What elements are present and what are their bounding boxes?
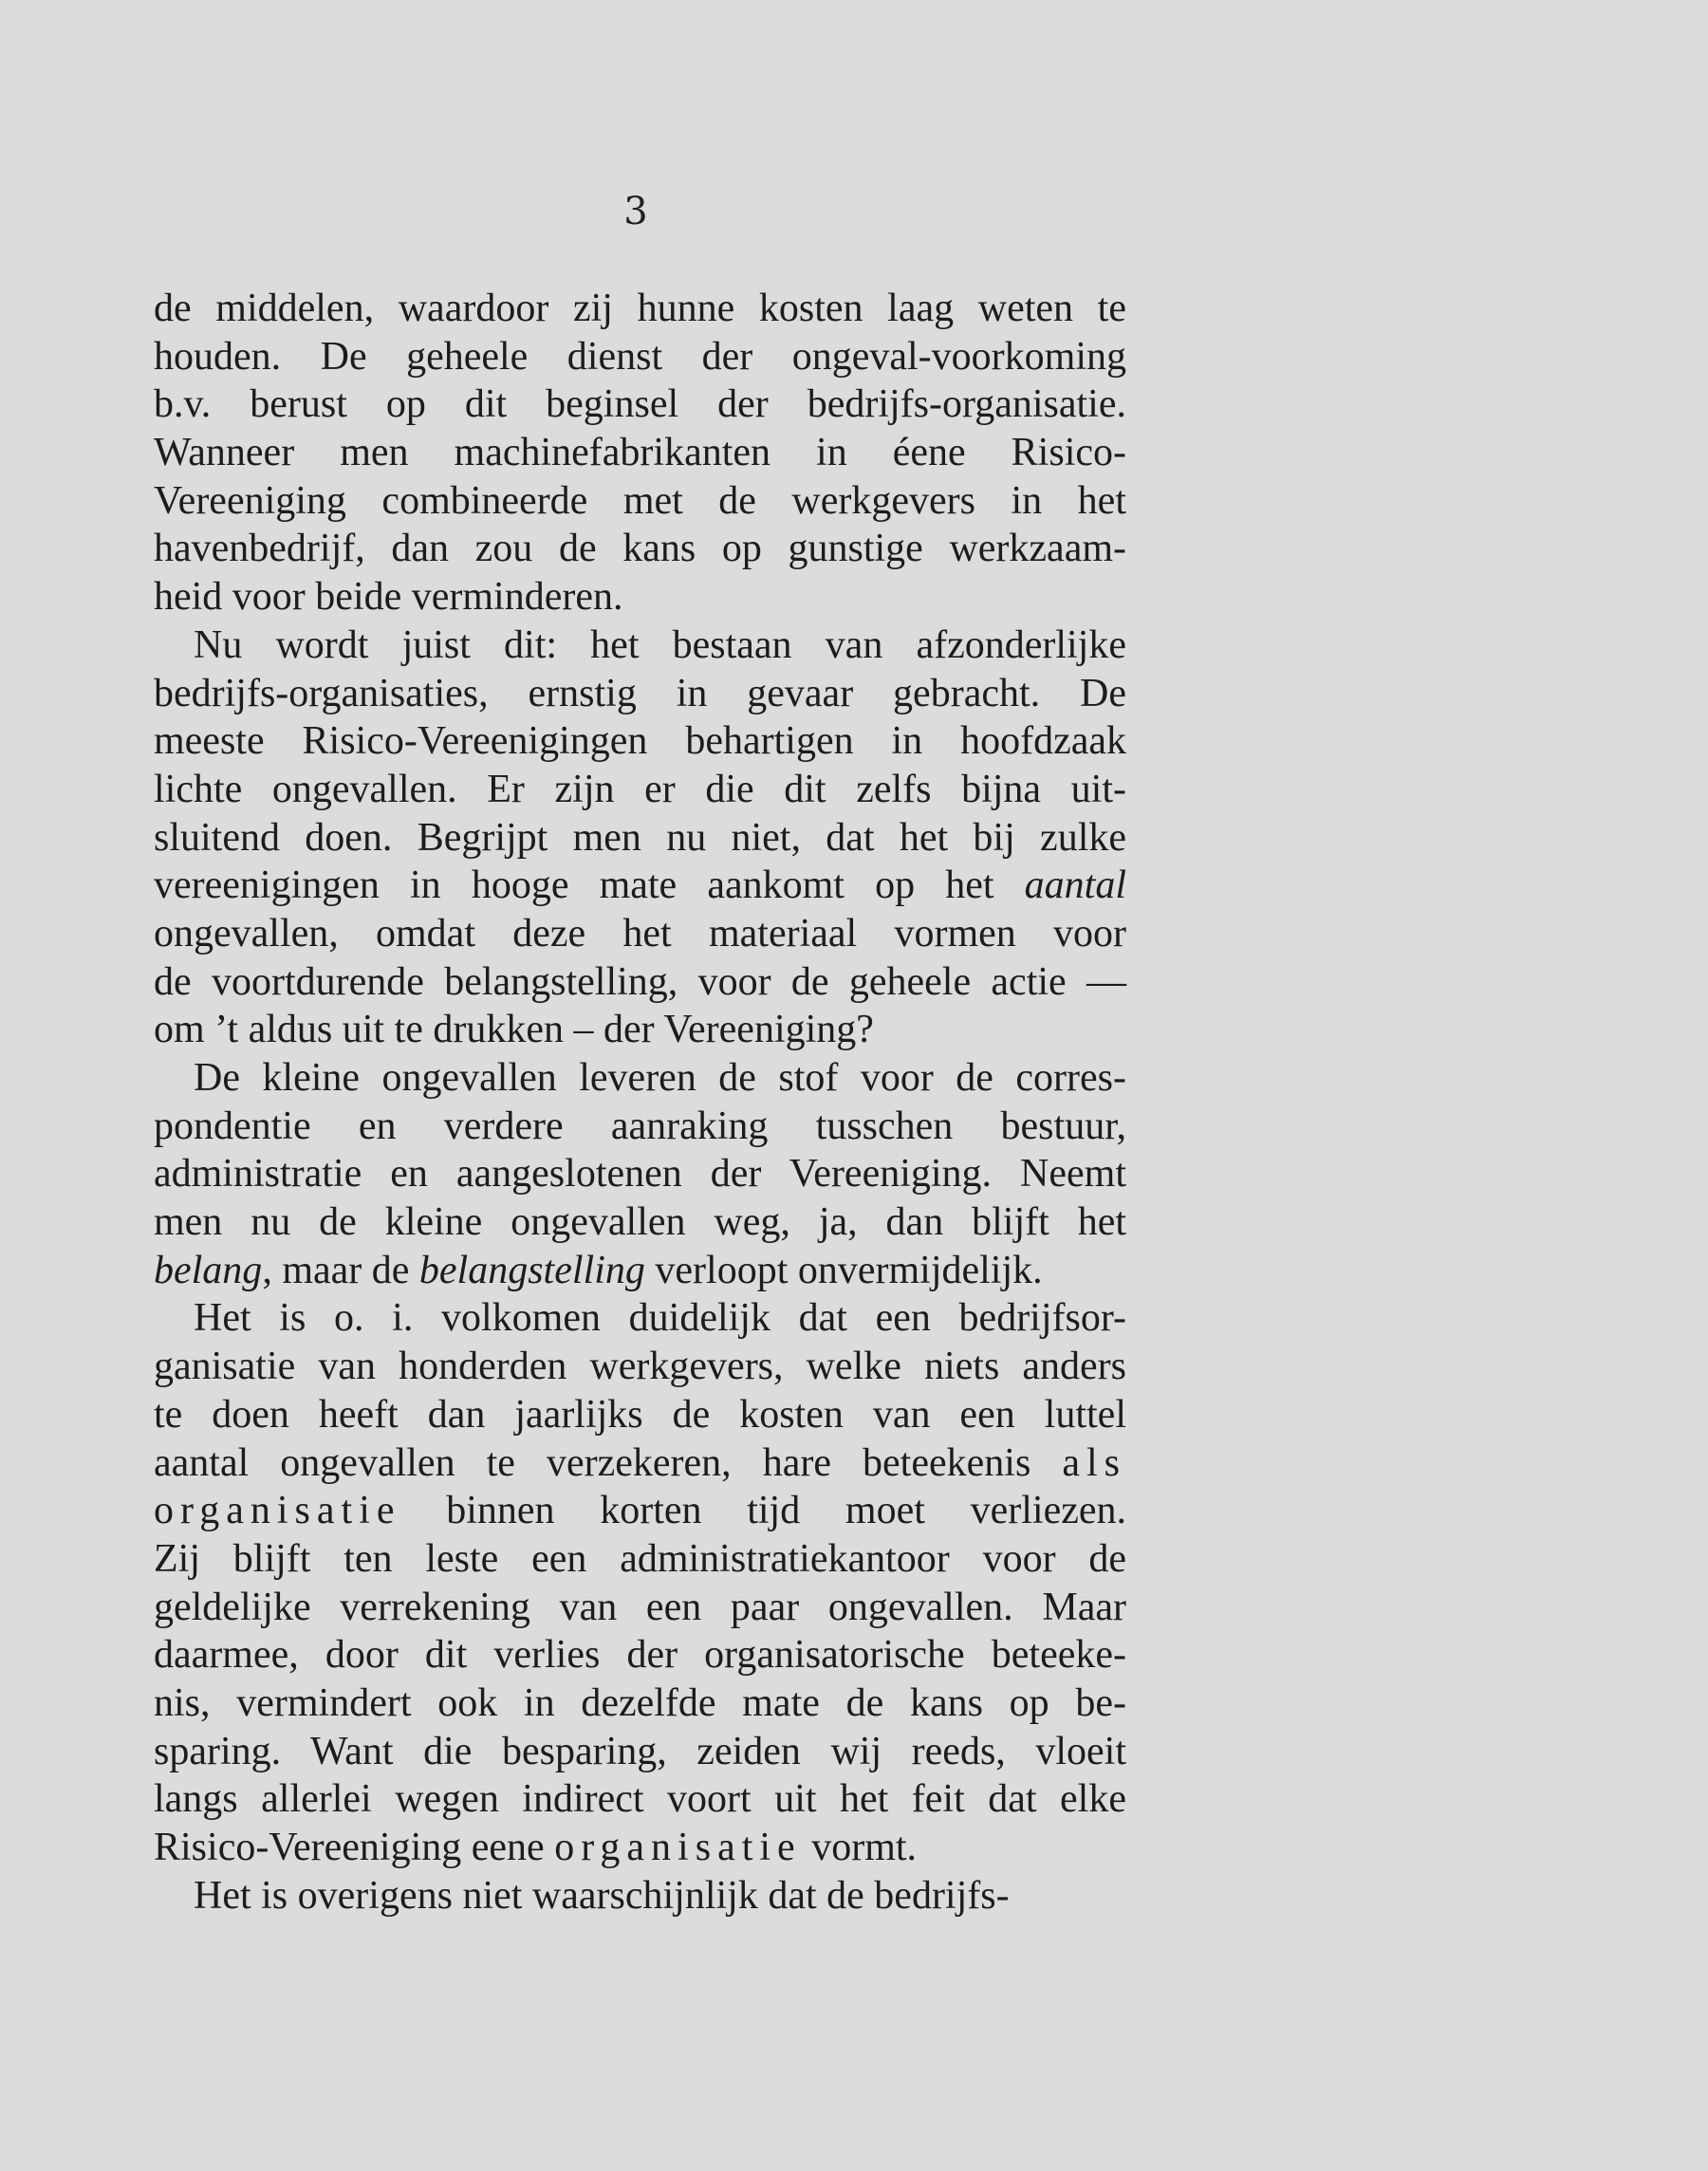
text-segment: meeste Risico-Vereenigingen behartigen in hoofdzaak <box>154 719 1126 764</box>
text-segment: de middelen, waardoor zij hunne kosten laag weten te <box>154 287 1126 330</box>
text-line <box>154 1103 1126 1151</box>
italic-text: aantal <box>1024 863 1126 908</box>
text-segment: men nu de kleine ongevallen weg, ja, dan blijft het <box>154 1200 1126 1245</box>
text-segment: Zij blijft ten leste een administratiekantoor voor de <box>154 1536 1126 1581</box>
text-segment: De kleine ongevallen leveren de stof voor de corres- <box>194 1056 1126 1100</box>
spaced-text: organisatie <box>154 1489 401 1533</box>
text-line <box>154 477 1126 526</box>
text-segment: b.v. berust op dit beginsel der bedrijfs-organisatie. <box>154 382 1126 427</box>
text-line <box>154 1198 1126 1247</box>
text-segment: vereenigingen in hooge mate aankomt op het <box>154 863 1025 908</box>
page-number: 3 <box>623 190 648 233</box>
text-segment: pondentie en verdere aanraking tusschen bestuur, <box>154 1104 1126 1148</box>
text-segment: administratie en aangeslotenen der Vereeniging. Neemt <box>154 1152 1126 1197</box>
text-line <box>154 1294 1126 1343</box>
text-line <box>154 1150 1126 1198</box>
text-line <box>154 380 1126 429</box>
text-line <box>154 1584 1126 1632</box>
text-line <box>154 622 1126 670</box>
text-line <box>154 717 1126 766</box>
text-segment: , maar de <box>262 1248 419 1292</box>
text-line <box>154 429 1126 477</box>
text-segment: aantal ongevallen te verzekeren, hare beteekenis <box>154 1440 1063 1485</box>
text-line <box>154 1487 1126 1535</box>
text-segment: vormt. <box>801 1826 918 1869</box>
text-segment: te doen heeft dan jaarlijks de kosten van een luttel <box>154 1392 1126 1437</box>
text-segment: geldelijke verrekening van een paar ongevallen. Maar <box>154 1585 1126 1629</box>
text-segment: Risico-Vereeniging eene <box>154 1826 555 1869</box>
text-segment: sluitend doen. Begrijpt men nu niet, dat het bij zulke <box>154 815 1126 860</box>
text-segment: Het is o. i. volkomen duidelijk dat een bedrijfsor- <box>194 1296 1126 1341</box>
text-line <box>154 1775 1126 1824</box>
text-segment: Vereeniging combineerde met de werkgevers in het <box>154 478 1126 523</box>
text-segment: bedrijfs-organisaties, ernstig in gevaar gebracht. De <box>154 671 1126 715</box>
text-line <box>154 1535 1126 1584</box>
text-line <box>154 862 1126 910</box>
text-line <box>154 1247 1126 1295</box>
italic-text: belangstelling <box>418 1248 645 1292</box>
text-line <box>154 1439 1126 1488</box>
text-line <box>154 670 1126 718</box>
text-line <box>154 285 1126 333</box>
text-segment: ongevallen, omdat deze het materiaal vormen voor <box>154 911 1126 956</box>
text-segment: langs allerlei wegen indirect voort uit het feit dat elke <box>154 1777 1126 1822</box>
text-line <box>154 333 1126 381</box>
text-segment: daarmee, door dit verlies der organisatorische beteeke- <box>154 1633 1126 1678</box>
text-segment: lichte ongevallen. Er zijn er die dit zelfs bijna uit- <box>154 767 1126 811</box>
text-segment: om ’t aldus uit te drukken – der Vereeniging? <box>154 1008 874 1052</box>
body-text <box>154 285 1126 1920</box>
text-line <box>154 1824 1126 1872</box>
text-segment: nis, vermindert ook in dezelfde mate de kans op be- <box>154 1680 1126 1725</box>
spaced-text: als <box>1062 1440 1126 1485</box>
text-segment: Wanneer men machinefabrikanten in éene Risico- <box>154 431 1126 475</box>
text-segment: verloopt onvermijdelijk. <box>644 1248 1043 1292</box>
text-line <box>154 1006 1126 1054</box>
italic-text: belang <box>154 1248 263 1292</box>
text-line <box>154 1631 1126 1679</box>
text-segment: sparing. Want die besparing, zeiden wij reeds, vloeit <box>154 1729 1126 1773</box>
text-line <box>154 525 1126 573</box>
text-line <box>154 958 1126 1007</box>
text-line <box>154 1872 1126 1920</box>
text-segment: heid voor beide verminderen. <box>154 575 623 620</box>
text-line <box>154 814 1126 863</box>
text-segment: ganisatie van honderden werkgevers, welke niets anders <box>154 1345 1126 1389</box>
spaced-text: organisatie <box>554 1826 802 1869</box>
text-line <box>154 573 1126 622</box>
text-line <box>154 1391 1126 1439</box>
text-line <box>154 1679 1126 1728</box>
text-segment: de voortdurende belangstelling, voor de geheele actie — <box>154 959 1126 1004</box>
text-segment: havenbedrijf, dan zou de kans op gunstige werkzaam- <box>154 527 1126 571</box>
text-line <box>154 910 1126 958</box>
text-segment: Het is overigens niet waarschijnlijk dat de bedrijfs- <box>194 1873 1010 1918</box>
text-segment: houden. De geheele dienst der ongeval-voorkoming <box>154 334 1126 379</box>
text-line <box>154 1728 1126 1776</box>
text-line <box>154 766 1126 814</box>
text-segment: Nu wordt juist dit: het bestaan van afzonderlijke <box>194 622 1126 667</box>
text-line <box>154 1054 1126 1103</box>
text-line <box>154 1343 1126 1391</box>
text-segment: binnen korten tijd moet verliezen. <box>400 1489 1126 1533</box>
